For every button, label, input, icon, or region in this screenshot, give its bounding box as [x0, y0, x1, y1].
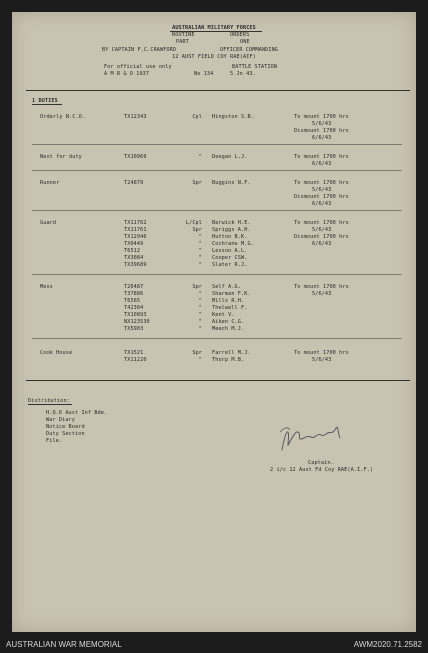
duty-rank: Cpl — [192, 114, 202, 120]
duty-name: Farrell M.J. — [212, 350, 251, 356]
duty-role: Orderly N.C.O. — [40, 114, 86, 120]
duty-number: TX10893 — [124, 312, 147, 318]
duty-name: Berwick H.E. — [212, 220, 251, 226]
duty-rank: " — [198, 319, 202, 325]
header-battle-station: BATTLE STATION — [232, 64, 278, 70]
section-underline — [32, 104, 62, 105]
duty-note: To mount 1700 hrs — [294, 220, 349, 226]
duty-note: To mount 1700 hrs — [294, 114, 349, 120]
duty-rank: " — [198, 262, 202, 268]
duty-number: NX123530 — [124, 319, 150, 325]
duty-name: Hingston S.B. — [212, 114, 254, 120]
duty-note: To mount 1700 hrs — [294, 154, 349, 160]
duty-rank: " — [198, 312, 202, 318]
footer-catalog-number: AWM2020.71.2582 — [353, 640, 422, 649]
duty-note: 6/6/43 — [312, 135, 332, 141]
duty-name: Sharman F.K. — [212, 291, 251, 297]
duty-name: Spriggs A.H. — [212, 227, 251, 233]
distribution-item: War Diary — [46, 417, 76, 423]
duty-number: TX11761 — [124, 227, 147, 233]
duty-rank: " — [198, 255, 202, 261]
row-divider — [32, 274, 402, 275]
distribution-item: H.Q.6 Aust Inf Bde. — [46, 410, 108, 416]
duty-note: 5/6/43 — [312, 121, 332, 127]
duty-number: TX11220 — [124, 357, 147, 363]
duty-name: Slater R.J. — [212, 262, 248, 268]
duty-number: TX39689 — [124, 262, 147, 268]
header-routine: ROUTINE — [172, 32, 195, 38]
header-number: No 134 — [194, 71, 214, 77]
row-divider — [32, 338, 402, 339]
duty-name: Kent V. — [212, 312, 235, 318]
duty-name: Deegan L.J. — [212, 154, 248, 160]
document-page — [12, 12, 416, 632]
duty-rank: " — [198, 305, 202, 311]
header-title: AUSTRALIAN MILITARY FORCES — [172, 25, 256, 31]
section-title: 1 DUTIES — [32, 98, 58, 104]
distribution-item: Notice Board — [46, 424, 85, 430]
duty-name: Buggins N.F. — [212, 180, 251, 186]
header-date: 5 Jn 43. — [230, 71, 256, 77]
duty-role: Next for duty — [40, 154, 82, 160]
distribution-underline — [28, 404, 72, 405]
row-divider — [32, 170, 402, 171]
duty-note: 5/6/43 — [312, 187, 332, 193]
duty-number: TX11762 — [124, 220, 147, 226]
header-part-one: ONE — [240, 39, 250, 45]
distribution-item: Duty Section — [46, 431, 85, 437]
duty-note: To mount 1700 hrs — [294, 350, 349, 356]
duty-rank: " — [198, 291, 202, 297]
divider-bottom — [26, 380, 410, 381]
duty-rank: " — [198, 357, 202, 363]
duty-number: T26487 — [124, 284, 144, 290]
duty-name: Lesson A.L. — [212, 248, 248, 254]
row-divider — [32, 210, 402, 211]
duty-name: Thelwell F. — [212, 305, 248, 311]
duty-number: T6512 — [124, 248, 141, 254]
duty-rank: Spr — [192, 180, 202, 186]
handwritten-signature — [276, 420, 346, 458]
duty-name: Hutton B.K. — [212, 234, 248, 240]
duty-rank: " — [198, 241, 202, 247]
duty-role: Runner — [40, 180, 60, 186]
duty-name: Cochrane M.G. — [212, 241, 254, 247]
duty-rank: Spr — [192, 284, 202, 290]
duty-note: Dismount 1700 hrs — [294, 234, 349, 240]
duty-name: Self A.G. — [212, 284, 242, 290]
duty-role: Cook House — [40, 350, 73, 356]
duty-number: TX3084 — [124, 255, 144, 261]
distribution-title: Distribution: — [28, 398, 70, 404]
duty-note: To mount 1700 hrs — [294, 180, 349, 186]
signature-rank: Captain. — [308, 460, 334, 466]
distribution-item: File. — [46, 438, 63, 444]
duty-rank: " — [198, 298, 202, 304]
duty-note: 6/6/43 — [312, 201, 332, 207]
duty-name: Meech M.J. — [212, 326, 245, 332]
duty-number: TX0449 — [124, 241, 144, 247]
duty-name: Mills R.H. — [212, 298, 245, 304]
duty-number: TX10969 — [124, 154, 147, 160]
header-officer-commanding: OFFICER COMMANDING — [220, 47, 279, 53]
duty-note: To mount 1700 hrs — [294, 284, 349, 290]
duty-note: 6/6/43 — [312, 241, 332, 247]
divider-top — [26, 90, 410, 91]
duty-note: Dismount 1700 hrs — [294, 128, 349, 134]
duty-note: 6/6/43 — [312, 161, 332, 167]
header-orders: ORDERS — [230, 32, 250, 38]
header-amro: A M R & O 1937 — [104, 71, 150, 77]
duty-number: TX12946 — [124, 234, 147, 240]
duty-name: Thorp M.B. — [212, 357, 245, 363]
duty-number: TX12343 — [124, 114, 147, 120]
duty-number: TX5903 — [124, 326, 144, 332]
duty-note: 5/6/43 — [312, 357, 332, 363]
footer-institution: AUSTRALIAN WAR MEMORIAL — [6, 640, 122, 649]
duty-number: T42304 — [124, 305, 144, 311]
duty-name: Aiken C.G. — [212, 319, 245, 325]
duty-rank: Spr — [192, 227, 202, 233]
duty-number: T24879 — [124, 180, 144, 186]
duty-note: 5/6/43 — [312, 291, 332, 297]
duty-rank: " — [198, 234, 202, 240]
duty-rank: Spr — [192, 350, 202, 356]
header-by-captain: BY CAPTAIN F.C.CRAWFORD — [102, 47, 177, 53]
duty-number: TX1521 — [124, 350, 144, 356]
duty-rank: " — [198, 326, 202, 332]
duty-number: T37886 — [124, 291, 144, 297]
duty-rank: " — [198, 248, 202, 254]
duty-note: 5/6/43 — [312, 227, 332, 233]
duty-number: T6565 — [124, 298, 141, 304]
row-divider — [32, 144, 402, 145]
duty-rank: L/Cpl — [185, 220, 202, 226]
duty-name: Cooper CSW. — [212, 255, 248, 261]
duty-role: Mess — [40, 284, 53, 290]
header-unit: 12 AUST FIELD COY RAE(AIF) — [172, 54, 256, 60]
duty-role: Guard — [40, 220, 57, 226]
header-part: PART — [176, 39, 189, 45]
signature-unit: 2 i/c 12 Aust Fd Coy RAE(A.I.F.) — [270, 467, 374, 473]
duty-rank: " — [198, 154, 202, 160]
duty-note: Dismount 1700 hrs — [294, 194, 349, 200]
header-official-use: For official use only — [104, 64, 172, 70]
